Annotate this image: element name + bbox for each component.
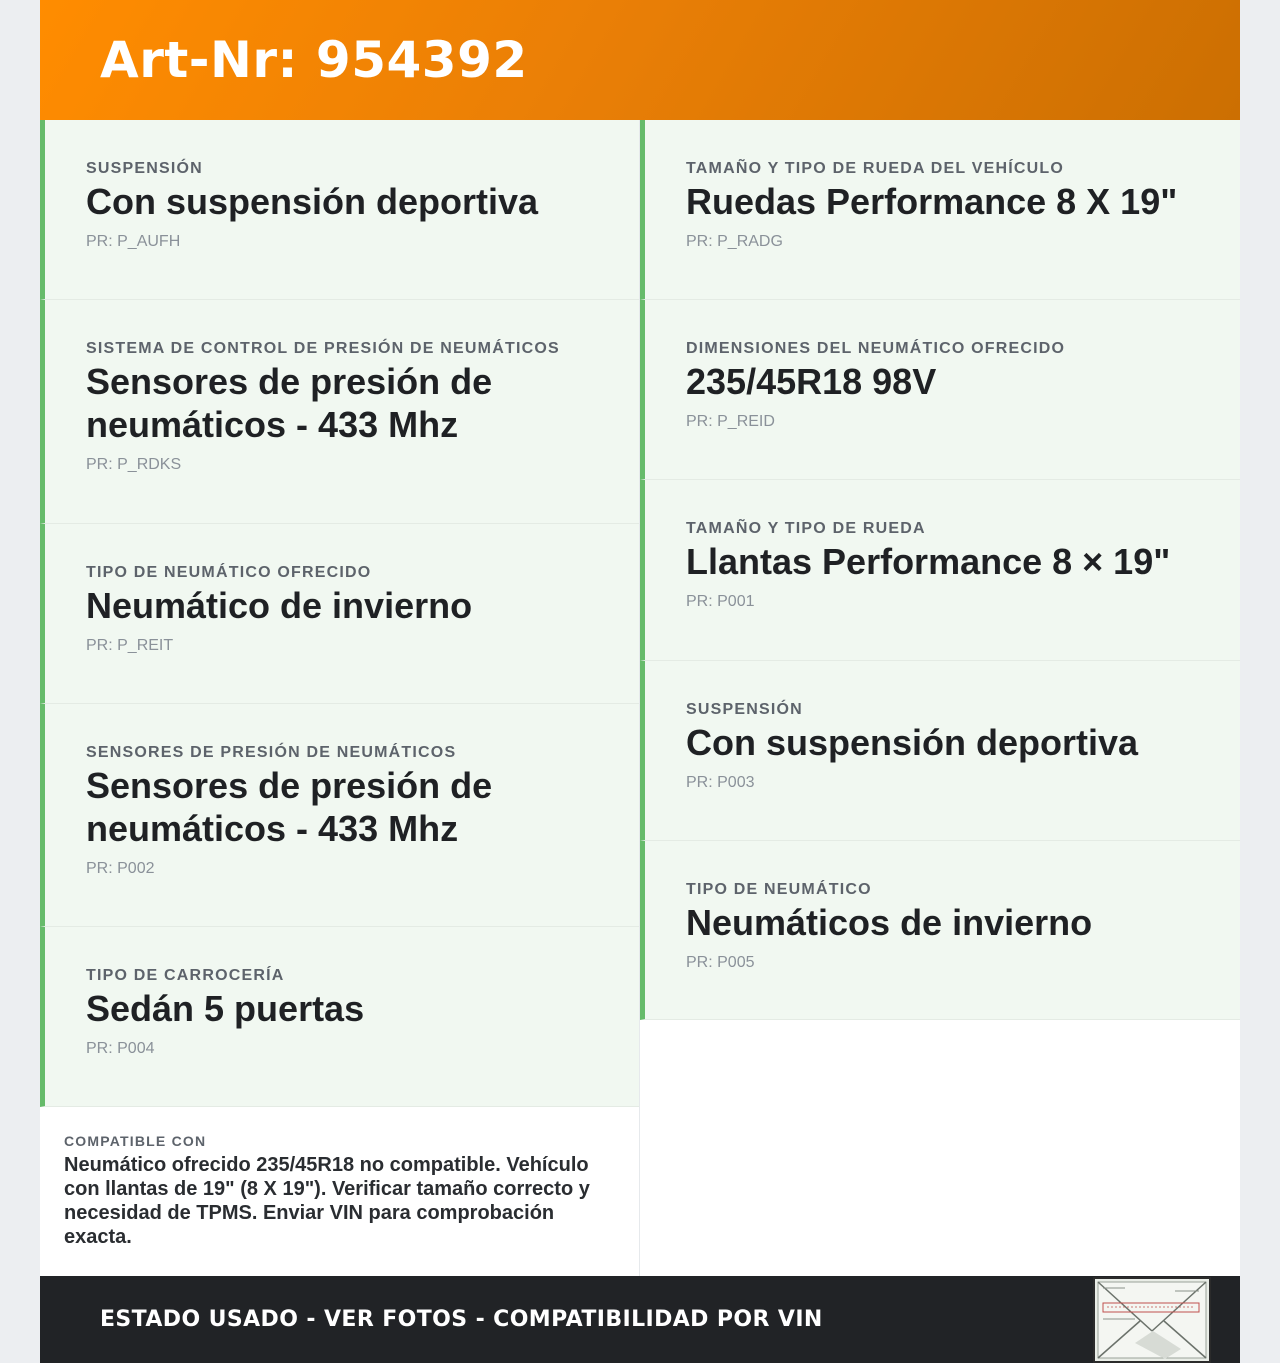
spec-value: Con suspensión deportiva	[686, 722, 1139, 763]
spec-value: Ruedas Performance 8 X 19"	[686, 181, 1178, 222]
spec-value: Neumático de invierno	[86, 585, 473, 626]
footer-status-text: ESTADO USADO - VER FOTOS - COMPATIBILIDAD POR VIN	[100, 1307, 823, 1332]
spec-code: PR: P_REIT	[86, 637, 174, 654]
compatibility-label: COMPATIBLE CON	[64, 1133, 207, 1149]
spec-item	[640, 300, 1240, 480]
article-number-title: Art-Nr: 954392	[100, 31, 528, 89]
spec-value: Sedán 5 puertas	[86, 988, 365, 1029]
spec-code: PR: P_AUFH	[86, 233, 181, 250]
spec-code: PR: P003	[686, 774, 755, 791]
spec-code: PR: P_RDKS	[86, 456, 182, 473]
compatibility-note	[40, 1107, 639, 1277]
spec-label: TIPO DE NEUMÁTICO	[686, 881, 872, 898]
spec-item	[40, 120, 639, 300]
spec-value: Con suspensión deportiva	[86, 181, 539, 222]
envelope-photo-thumbnail[interactable]	[1093, 1277, 1211, 1363]
spec-code: PR: P002	[86, 860, 155, 877]
footer-bar	[40, 1276, 1240, 1363]
spec-item	[40, 524, 639, 704]
spec-value: Sensores de presión de neumáticos - 433 Mhz	[86, 765, 493, 849]
spec-label: SISTEMA DE CONTROL DE PRESIÓN DE NEUMÁTICOS	[86, 340, 560, 357]
spec-item	[640, 841, 1240, 1020]
compatibility-text: Neumático ofrecido 235/45R18 no compatible. Vehículo con llantas de 19" (8 X 19"). Verificar tamaño correcto y necesidad de TPMS. Enviar VIN para comprobación exacta.	[64, 1154, 590, 1248]
spec-label: SUSPENSIÓN	[686, 701, 803, 718]
right-column	[640, 120, 1240, 1020]
spec-code: PR: P004	[86, 1040, 155, 1057]
header-bar	[40, 0, 1240, 120]
spec-value: 235/45R18 98V	[686, 361, 937, 402]
spec-item	[40, 704, 639, 927]
spec-item	[40, 927, 639, 1107]
spec-columns	[40, 120, 1240, 1277]
spec-label: SENSORES DE PRESIÓN DE NEUMÁTICOS	[86, 744, 457, 761]
left-column	[40, 120, 640, 1277]
spec-item	[640, 480, 1240, 661]
spec-label: DIMENSIONES DEL NEUMÁTICO OFRECIDO	[686, 340, 1066, 357]
spec-item	[40, 300, 639, 524]
spec-label: TAMAÑO Y TIPO DE RUEDA DEL VEHÍCULO	[686, 160, 1065, 177]
spec-value: Llantas Performance 8 × 19"	[686, 541, 1171, 582]
spec-label: SUSPENSIÓN	[86, 160, 203, 177]
spec-label: TIPO DE CARROCERÍA	[86, 967, 285, 984]
spec-code: PR: P005	[686, 954, 755, 971]
spec-label: TAMAÑO Y TIPO DE RUEDA	[686, 520, 926, 537]
spec-code: PR: P_RADG	[686, 233, 783, 250]
spec-item	[640, 120, 1240, 300]
spec-code: PR: P001	[686, 593, 755, 610]
spec-value: Neumáticos de invierno	[686, 902, 1093, 943]
spec-code: PR: P_REID	[686, 413, 775, 430]
envelope-icon	[1095, 1279, 1209, 1361]
spec-label: TIPO DE NEUMÁTICO OFRECIDO	[86, 564, 372, 581]
spec-value: Sensores de presión de neumáticos - 433 Mhz	[86, 361, 493, 445]
spec-item	[640, 661, 1240, 841]
product-card	[40, 0, 1240, 1363]
